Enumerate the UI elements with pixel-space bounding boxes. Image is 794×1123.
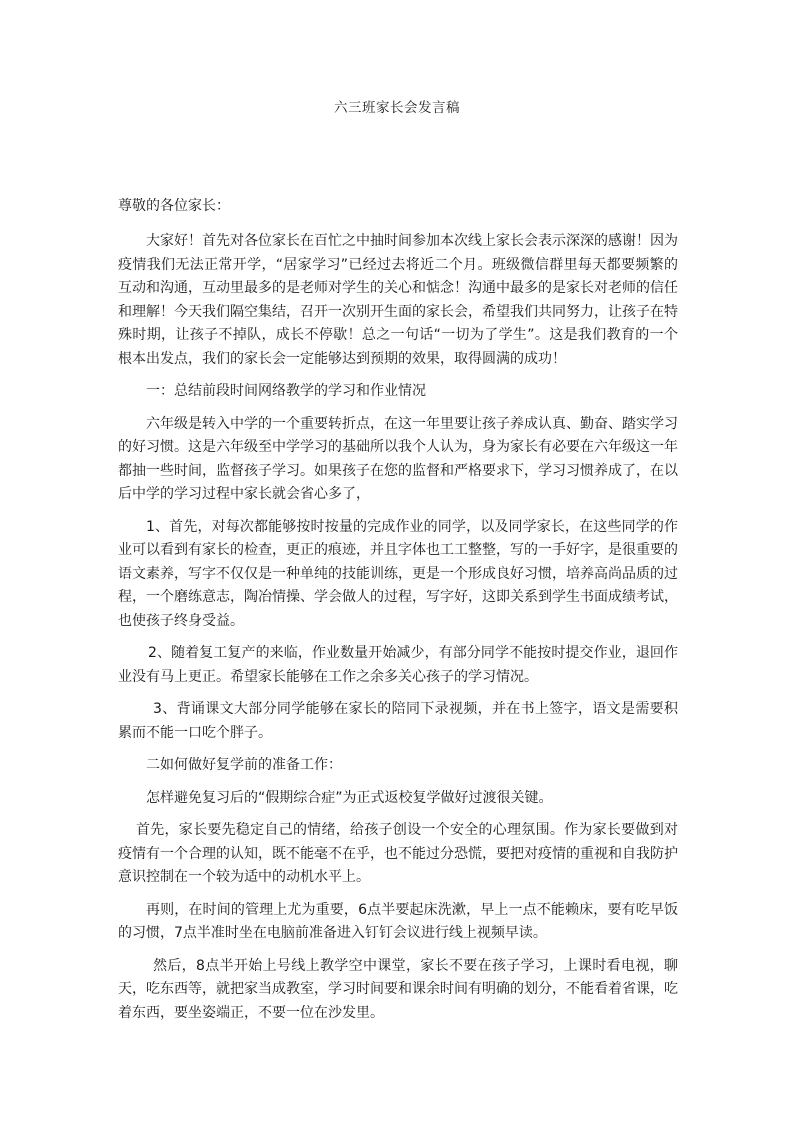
- paragraph-item-1: 1、首先，对每次都能够按时按量的完成作业的同学，以及同学家长，在这些同学的作业可以看到有家长的检查，更正的痕迹，并且字体也工工整整，写的一手好字，是很重要的语文素养，写字不仅仅是一种单纯的技能训练，更是一个形成良好习惯，培养高尚品质的过程，一个磨练意志，陶冶情操、学会做人的过程，写字好，这即关系到学生书面成绩考试，也使孩子终身受益。: [118, 518, 678, 629]
- section-heading-1: 一：总结前段时间网络教学的学习和作业情况: [146, 383, 426, 399]
- paragraph-opening: 大家好！首先对各位家长在百忙之中抽时间参加本次线上家长会表示深深的感谢！因为疫情我们无法正常开学，“居家学习”已经过去将近二个月。班级微信群里每天都要频繁的互动和沟通，互动里最多的是老师对学生的关心和惦念！沟通中最多的是家长对老师的信任和理解！今天我们隔空集结，召开一次别开生面的家长会，希望我们共同努力，让孩子在特殊时期，让孩子不掉队，成长不停歇！总之一句话“一切为了学生”。这是我们教育的一个根本出发点，我们的家长会一定能够达到预期的效果，取得圆满的成功！: [118, 233, 678, 367]
- paragraph-online-class: 然后，8点半开始上号线上教学空中课堂，家长不要在孩子学习，上课时看电视，聊天，吃东西等，就把家当成教室，学习时间要和课余时间有明确的划分，不能看着省课，吃着东西，要坐姿端正，不要一位在沙发里。: [118, 957, 678, 1021]
- greeting: 尊敬的各位家长：: [118, 198, 230, 214]
- paragraph-item-3: 3、背诵课文大部分同学能够在家长的陪同下录视频，并在书上签字，语文是需要积累而不能一口吃个胖子。: [118, 701, 678, 741]
- section-heading-2: 二如何做好复学前的准备工作：: [146, 757, 342, 773]
- paragraph-time-management: 再则，在时间的管理上尤为重要，6点半要起床洗漱，早上一点不能赖床，要有吃早饭的习惯，7点半准时坐在电脑前准备进入钉钉会议进行线上视频早读。: [118, 901, 678, 941]
- document-body: [118, 230, 678, 1034]
- paragraph-emotion: 首先，家长要先稳定自己的情绪，给孩子创设一个安全的心理氛围。作为家长要做到对疫情有一个合理的认知，既不能毫不在乎，也不能过分恐慌，要把对疫情的重视和自我防护意识控制在一个较为适中的动机水平上。: [118, 822, 678, 885]
- paragraph-grade-six: 六年级是转入中学的一个重要转折点，在这一年里要让孩子养成认真、勤奋、踏实学习的好习惯。这是六年级至中学学习的基础所以我个人认为，身为家长有必要在六年级这一年都抽一些时间，监督孩子学习。如果孩子在您的监督和严格要求下，学习习惯养成了，在以后中学的学习过程中家长就会省心多了，: [118, 415, 678, 502]
- paragraph-item-2: 2、随着复工复产的来临，作业数量开始减少，有部分同学不能按时提交作业，退回作业没有马上更正。希望家长能够在工作之余多关心孩子的学习情况。: [118, 645, 678, 685]
- document-title: 六三班家长会发言稿: [334, 100, 460, 116]
- paragraph-holiday-syndrome: 怎样避免复习后的“假期综合症”为正式返校复学做好过渡很关键。: [146, 789, 553, 806]
